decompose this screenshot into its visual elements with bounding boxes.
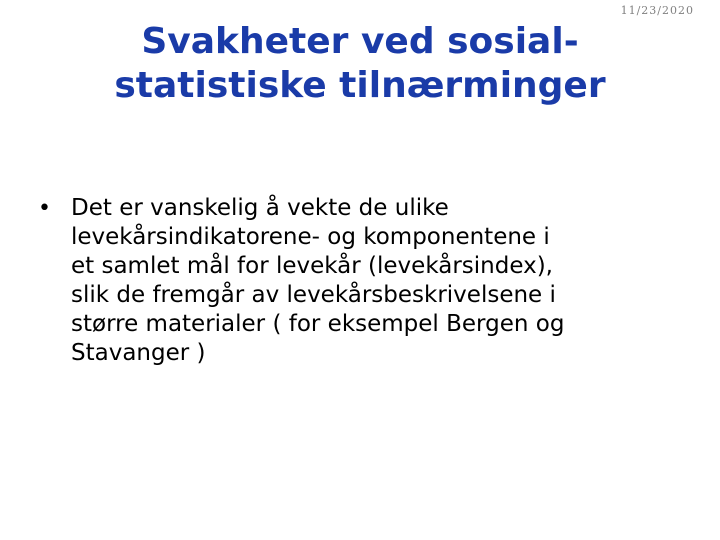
bullet-text-line: Det er vanskelig å vekte de ulike bbox=[71, 195, 449, 221]
bullet-list bbox=[38, 194, 698, 368]
bullet-item bbox=[38, 194, 698, 368]
slide-date: 11/23/2020 bbox=[620, 4, 694, 17]
bullet-text-line: større materialer ( for eksempel Bergen og bbox=[71, 311, 565, 337]
bullet-marker: • bbox=[38, 196, 51, 221]
bullet-text-line: slik de fremgår av levekårsbeskrivelsene i bbox=[71, 282, 556, 308]
bullet-text-line: Stavanger ) bbox=[71, 340, 206, 366]
slide-title bbox=[60, 20, 660, 108]
bullet-text-line: levekårsindikatorene- og komponentene i bbox=[71, 224, 550, 250]
bullet-text-line: et samlet mål for levekår (levekårsindex), bbox=[71, 253, 553, 279]
slide-title-line: Svakheter ved sosial- bbox=[141, 21, 579, 62]
slide-title-line: statistiske tilnærminger bbox=[114, 65, 606, 106]
